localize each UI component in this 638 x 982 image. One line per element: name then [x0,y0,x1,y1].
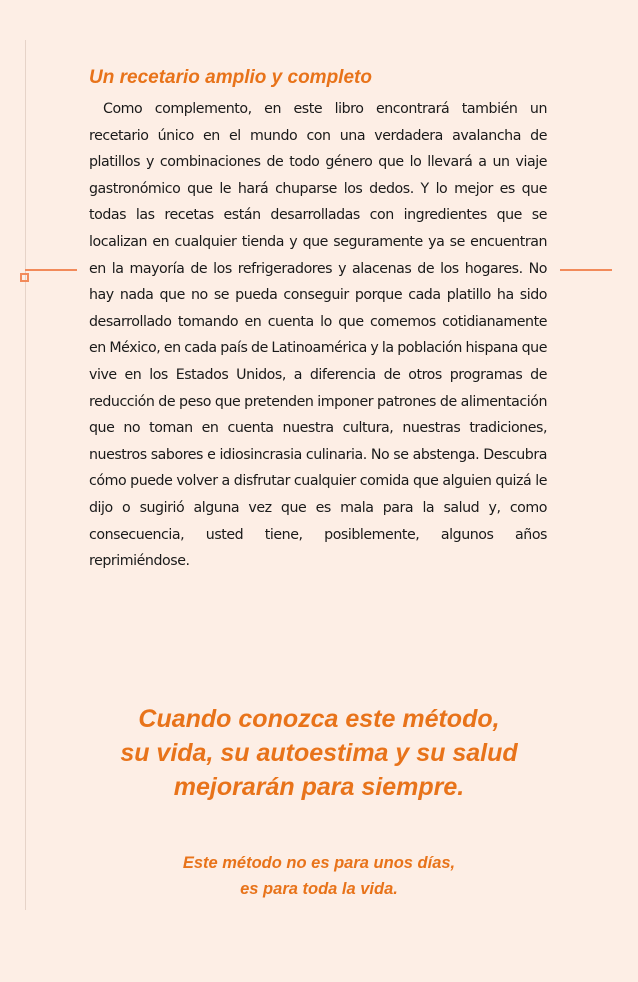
square-bullet-icon [20,273,29,282]
closing-line-1: Este método no es para unos días, [182,854,456,872]
closing-line-2: es para toda la vida. [240,880,398,898]
left-decorative-rule [25,269,77,271]
section-title: Un recetario amplio y completo [89,67,372,88]
callout-line-3: mejorarán para siempre. [173,773,465,801]
right-decorative-rule [560,269,612,271]
main-text-block [89,64,547,575]
page-margin-line [25,40,26,910]
callout-line-1: Cuando conozca este método, [138,705,500,733]
callout-line-2: su vida, su autoestima y su salud [120,739,518,767]
closing-statement [60,850,578,902]
highlight-callout [60,702,578,804]
body-paragraph: Como complemento, en este libro encontrará también un recetario único en el mundo con una verdadera avalancha de platillos y combinaciones de todo género que lo llevará a un viaje gastronómico que le hará chuparse los dedos. Y lo mejor es que todas las recetas están desarrolladas con ingredientes que se localizan en cualquier tienda y que seguramente ya se encuentran en la mayoría de los refrigeradores y alacenas de los hogares. No hay nada que no se pueda conseguir porque cada platillo ha sido desarrollado tomando en cuenta lo que comemos cotidianamente en México, en cada país de Latinoamérica y la población hispana que vive en los Estados Unidos, a diferencia de otros programas de reducción de peso que pretenden imponer patrones de alimentación que no toman en cuenta nuestra cultura, nuestras tradiciones, nuestros sabores e idiosincrasia culinaria. No se abstenga. Descubra cómo puede volver a disfrutar cualquier comida que alguien quizá le dijo o sugirió alguna vez que es mala para la salud y, como consecuencia, usted tiene, posiblemente, algunos años reprimiéndose. [89,101,547,570]
